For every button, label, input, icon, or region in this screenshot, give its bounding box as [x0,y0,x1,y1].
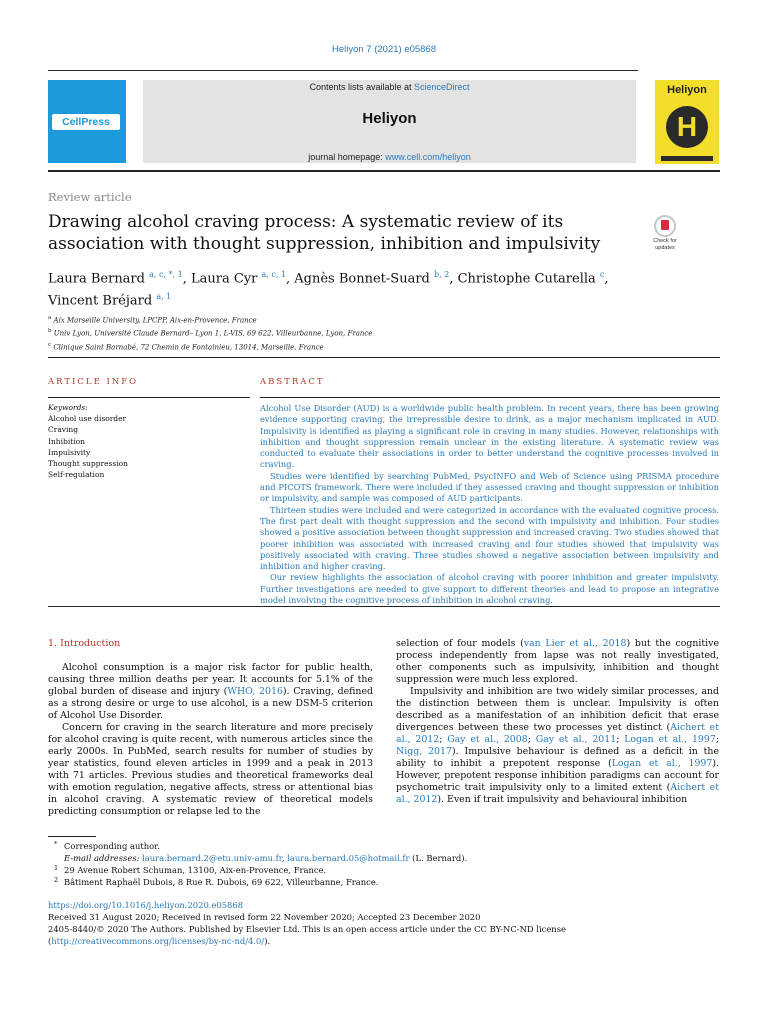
abstract-paragraph: Studies were identified by searching PubMed, PsycINFO and Web of Science using PRISMA procedure and PICOTS framework. There were included if they assessed craving and thought suppression or inhibition or impulsivity, and sample was composed of AUD participants. [260,470,719,504]
cover-title: Heliyon [667,84,707,96]
keyword-item: Craving [48,425,79,435]
journal-reference[interactable]: Heliyon 7 (2021) e05868 [331,44,437,55]
abstract-paragraph: Thirteen studies were included and were categorized in accordance with the evaluated cognitive process. The first part dealt with thought suppression and the second with impulsivity and inhibition. Four studies showed a positive association between thought suppression and increased craving. Two studies showed that poorer inhibition was associated with increased craving and four studies showed that impulsivity was positively associated with craving. Three studies showed a negative association between impulsivity and inhibition and higher craving. [260,504,719,572]
article-metadata [48,899,720,947]
journal-name: Heliyon [362,110,417,127]
author-name[interactable]: Vincent Bréjard [48,293,153,309]
footnote-emails [48,852,720,864]
cellpress-logo-text: CellPress [62,116,110,128]
sciencedirect-link[interactable]: ScienceDirect [414,82,470,92]
abstract-paragraph: Alcohol Use Disorder (AUD) is a worldwide public health problem. In recent years, there has been growing evidence supporting craving, the irrepressible desire to drink, as a major mechanism implicated in AUD. Impulsivity is identified as playing a significant role in craving in many studies. However, relationships with inhibition and thought suppression remain unclear in the existing literature. A systematic review was conducted to evaluate their associations in order to better understand the cognitive processes involved in craving. [260,403,719,470]
author-list: Laura Bernard $^{a, c, *, 1}$, Laura Cyr $^{a, c, 1}$, Agnès Bonnet-Suard $^{b, 2}$, Christophe Cutarella $^c$, Vincent Bréjard $^{a, 1}$ [48,270,609,309]
author-affiliation-mark[interactable]: a, c, 1 [261,270,287,279]
footnote-rule [48,836,96,837]
footnote-text: (L. Bernard). [409,853,468,863]
author-name[interactable]: Laura Cyr [191,271,258,287]
author-name[interactable]: Laura Bernard [48,271,145,287]
author-name[interactable]: Christophe Cutarella [457,271,596,287]
keyword-item: Inhibition [48,436,85,446]
footnote-corresponding [48,840,720,852]
license-link[interactable]: http://creativecommons.org/licenses/by-nc-nd/4.0/ [51,936,265,946]
body-text: ). Craving, defined as a strong desire or urge to use alcohol, is a new DSM-5 criterion of Alcohol Use Disorder. [48,686,373,721]
footnote-text: 29 Avenue Robert Schuman, 13100, Aix-en-Provence, France. [64,865,327,875]
license-statement [48,923,720,947]
abstract-rule [260,397,720,398]
contents-line [143,82,636,92]
abstract-heading: ABSTRACT [260,377,325,387]
cover-logo-icon: H [666,106,708,148]
affiliation-text: Aix Marseille University, LPCPP, Aix-en-Provence, France [53,316,257,325]
author-affiliation-mark[interactable]: a, 1 [156,292,172,302]
body-column-right [396,638,719,806]
header-rule [48,70,638,71]
abstract-paragraph: Our review highlights the association of alcohol craving with poorer inhibition and greater impulsivity. Further investigations are needed to give support to different theories and lead to propose an integrative model involving the cognitive process of inhibition in alcohol craving. [260,572,719,606]
homepage-link[interactable]: www.cell.com/heliyon [385,152,471,162]
citation-link[interactable]: Logan et al., 1997 [611,758,713,769]
citation-link[interactable]: van Lier et al., 2018 [523,638,627,649]
keywords-list [48,402,248,480]
contents-prefix: Contents lists available at [309,82,415,92]
journal-cover[interactable] [655,80,719,164]
body-text: selection of four models ( [396,638,524,649]
author-affiliation-mark[interactable]: b, 2 [434,270,450,279]
license-text: 2405-8440/© 2020 The Authors. Published by Elsevier Ltd. This is an open access article under the CC BY-NC-ND license ( [48,924,566,946]
cellpress-badge [52,114,120,130]
citation-link[interactable]: Aichert et al., 2012 [396,782,719,805]
body-paragraph [396,638,719,686]
email-link[interactable]: laura.bernard.05@hotmail.fr [287,853,410,863]
introduction-heading: 1. Introduction [48,638,121,649]
homepage-line [143,152,636,162]
article-type: Review article [48,190,132,204]
body-text: ). Impulsive behaviour is defined as a deficit in the ability to inhibit a prepotent response ( [396,746,719,769]
keyword-item: Thought suppression [48,459,128,469]
body-text: Impulsivity and inhibition are two widely similar processes, and the distinction between them is unclear. Impulsivity is often described as a manifestation of an inhibition deficit that erase divergences between these two processes yet distinct ( [396,686,719,733]
affiliation-mark: a [48,315,52,321]
citation-link[interactable]: Gay et al., 2011 [535,734,617,745]
body-text: Alcohol consumption is a major risk factor for public health, causing three million deaths per year. It accounts for 5.1% of the global burden of disease and injury ( [48,662,373,697]
article-info-heading: ARTICLE INFO [48,377,139,387]
cellpress-logo[interactable] [48,80,126,163]
body-text: ; [527,734,536,745]
author-affiliation-mark[interactable]: a, c, *, 1 [149,270,183,279]
footnote-2 [48,876,720,888]
affiliation-mark: b [48,328,52,335]
section-rule [48,357,720,358]
citation-link[interactable]: Gay et al., 2008 [447,734,528,745]
check-updates-label: Check for updates [653,238,677,251]
keyword-item: Impulsivity [48,447,91,457]
affiliation [48,326,688,339]
citation-link[interactable]: Nigg, 2017 [396,746,452,757]
footnote-mark: 2 [54,876,59,884]
article-info-rule [48,397,250,398]
abstract-body [260,403,719,606]
footnote-mark: 1 [54,864,59,872]
body-text: ). However, prepotent response inhibition paradigms can account for psychometric trait impulsivity only to a limited extent ( [396,758,719,793]
citation-link[interactable]: Aichert et al., 2012 [396,722,719,745]
footnote-1 [48,864,720,876]
article-title: Drawing alcohol craving process: A systematic review of its association with thought suppression, inhibition and impulsivity [48,212,601,254]
body-text: ). Even if trait impulsivity and behavioural inhibition [437,794,688,805]
masthead-rule [48,170,720,172]
affiliations [48,313,688,353]
check-for-updates-button[interactable] [645,215,685,255]
body-text: ; [616,734,625,745]
keyword-item: Alcohol use disorder [48,414,127,424]
article-dates: Received 31 August 2020; Received in revised form 22 November 2020; Accepted 23 December 2020 [48,912,481,922]
citation-link[interactable]: WHO, 2016 [227,686,283,697]
keyword-item: Self-regulation [48,470,105,480]
affiliation-text: Clinique Saint Barnabé, 72 Chemin de Fontainieu, 13014, Marseille, France [53,342,324,351]
body-paragraph [48,662,373,722]
body-text: ) but the cognitive process independently from lapse was not really investigated, other components such as impulsivity, inhibition and thought suppression were much less explored. [396,638,719,685]
footnotes [48,840,720,888]
body-paragraph [396,686,719,806]
author-name[interactable]: Agnès Bonnet-Suard [294,271,430,287]
email-label: E-mail addresses: [64,853,140,863]
bookmark-icon [654,215,676,237]
footnote-mark: * [54,840,58,848]
author-affiliation-mark[interactable]: c [599,270,605,279]
keywords-label: Keywords: [48,403,88,412]
abstract-end-rule [48,606,720,607]
footnote-text: , [281,853,288,863]
license-text: ). [264,936,271,946]
cover-strip [661,156,713,161]
email-link[interactable]: laura.bernard.2@etu.univ-amu.fr [142,853,282,863]
affiliation-mark: c [48,341,52,348]
affiliation-text: Univ Lyon, Université Claude Bernard– Lyon 1, L-VIS, 69 622, Villeurbanne, Lyon, France [53,329,373,338]
doi-link[interactable]: https://doi.org/10.1016/j.heliyon.2020.e05868 [48,900,244,910]
body-text: ; [439,734,448,745]
footnote-text: Corresponding author. [64,841,160,851]
body-column-left [48,662,373,818]
affiliation [48,340,688,353]
citation-link[interactable]: Logan et al., 1997 [624,734,716,745]
body-paragraph: Concern for craving in the search literature and more precisely for alcohol craving is quite recent, with numerous articles since the early 2000s. In PubMed, search results for number of studies by year statistics, found eleven articles in 1999 and a peak in 2013 with 71 articles. Previous studies and theoretical frameworks deal with emotion regulation, negative affects, stress or attentional bias in alcohol craving. A systematic review of theoretical models predicting consumption or relapse led to the [48,722,373,817]
affiliation [48,313,688,326]
homepage-prefix: journal homepage: [308,152,386,162]
journal-masthead [143,80,636,163]
footnote-text: Bâtiment Raphaël Dubois, 8 Rue R. Dubois, 69 622, Villeurbanne, France. [64,877,379,887]
body-text: ; [715,734,720,745]
